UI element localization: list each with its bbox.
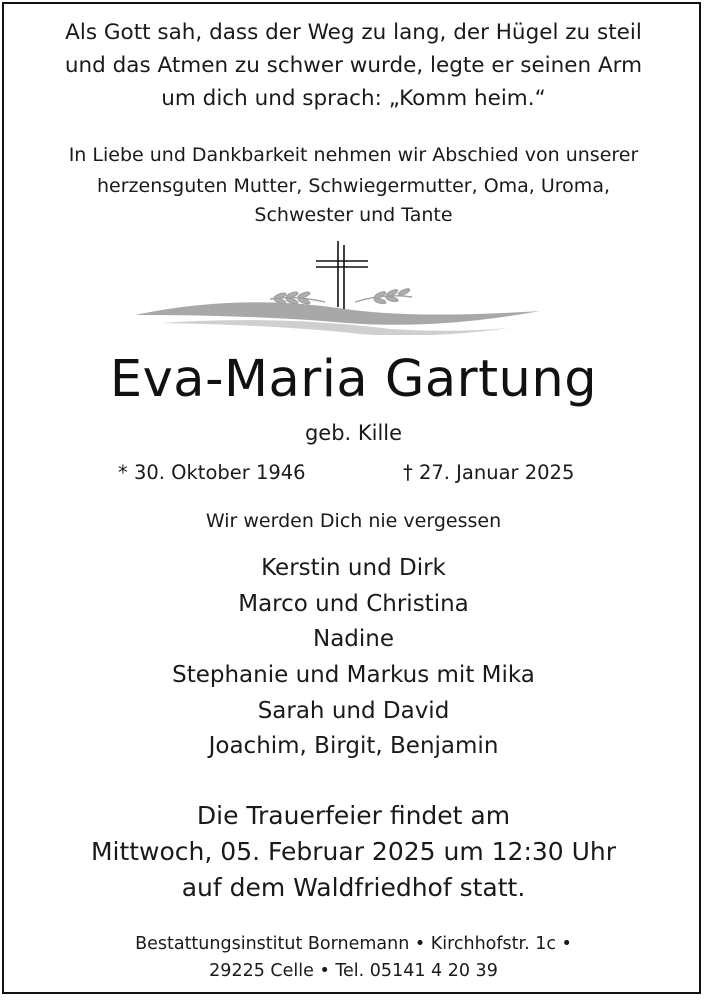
family-member: Kerstin und Dirk	[261, 555, 446, 581]
memorial-line: Wir werden Dich nie vergessen	[205, 510, 502, 532]
funeral-line: Die Trauerfeier findet am	[196, 801, 511, 830]
footer-line: Bestattungsinstitut Bornemann • Kirchhofstr. 1c •	[135, 934, 572, 954]
quote-line: um dich und sprach: „Komm heim.“	[161, 86, 546, 111]
family-member: Joachim, Birgit, Benjamin	[208, 733, 499, 759]
footer-line: 29225 Celle • Tel. 05141 4 20 39	[209, 961, 498, 981]
funeral-line: Mittwoch, 05. Februar 2025 um 12:30 Uhr	[90, 837, 617, 866]
death-date: † 27. Januar 2025	[403, 461, 575, 484]
family-member: Sarah und David	[257, 698, 450, 724]
birth-date: * 30. Oktober 1946	[118, 461, 306, 484]
cross-landscape-emblem	[130, 235, 545, 335]
intro-line: herzensguten Mutter, Schwiegermutter, Oma, Uroma,	[97, 175, 610, 197]
cross-icon	[316, 241, 368, 309]
quote-line: und das Atmen zu schwer wurde, legte er seinen Arm	[64, 53, 643, 78]
quote-line: Als Gott sah, dass der Weg zu lang, der Hügel zu steil	[65, 20, 642, 45]
intro-line: Schwester und Tante	[254, 204, 453, 226]
maiden-name: geb. Kille	[304, 421, 403, 445]
family-member: Stephanie und Markus mit Mika	[172, 662, 535, 688]
deceased-name: Eva-Maria Gartung	[109, 350, 598, 409]
funeral-line: auf dem Waldfriedhof statt.	[181, 873, 526, 902]
landscape-swoosh-icon	[135, 302, 540, 335]
family-member: Nadine	[312, 626, 395, 652]
family-member: Marco und Christina	[238, 591, 469, 617]
intro-line: In Liebe und Dankbarkeit nehmen wir Abschied von unserer	[68, 144, 639, 166]
wheat-ears-icon	[270, 288, 412, 305]
